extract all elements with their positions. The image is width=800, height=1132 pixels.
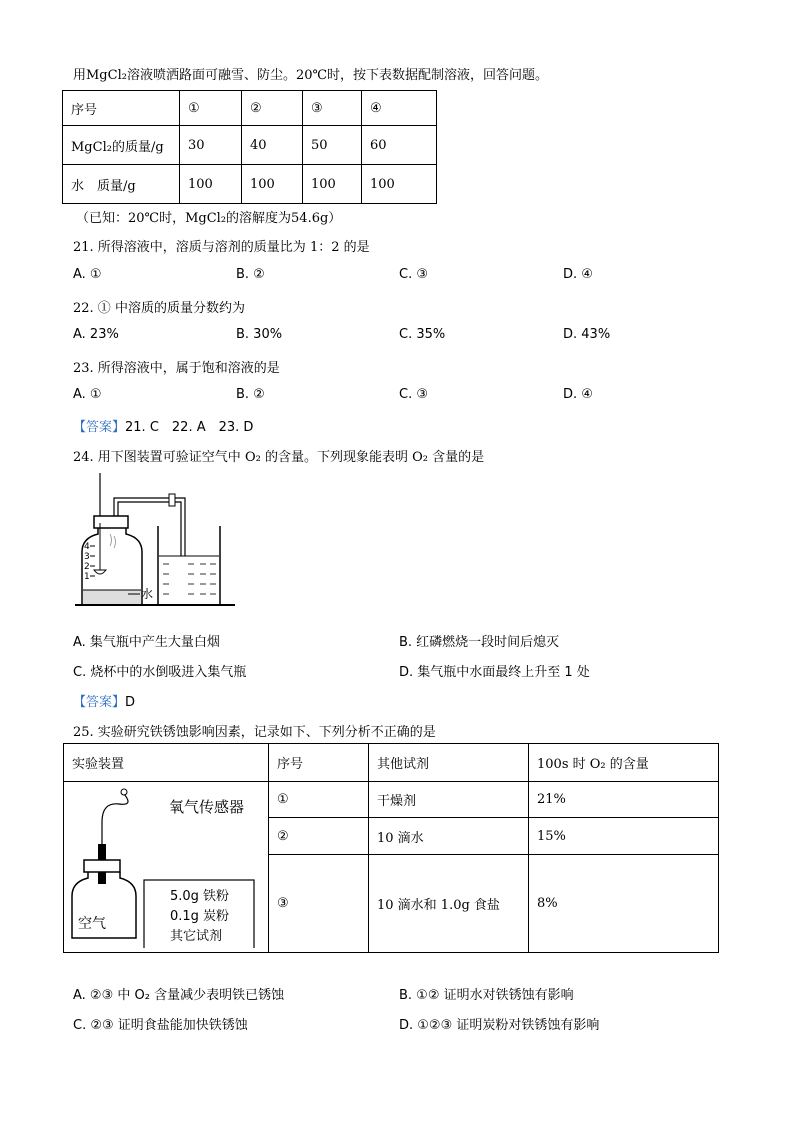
mgcl2-data-table [62, 90, 437, 204]
table-cell: MgCl₂的质量/g [63, 126, 180, 165]
sensor-label: 氧气传感器 [169, 798, 245, 816]
table-header: 实验装置 [64, 744, 269, 782]
q21-option-b[interactable]: B. ② [236, 267, 265, 282]
q21-option-d[interactable]: D. ④ [563, 267, 593, 282]
answer-tag: 【答案】 [73, 695, 126, 710]
q23-option-b[interactable]: B. ② [236, 387, 265, 402]
table-cell: 100 [362, 165, 437, 204]
table-cell: 40 [242, 126, 303, 165]
intro-text: 用MgCl₂溶液喷洒路面可融雪、防尘。20℃时，按下表数据配制溶液，回答问题。 [73, 68, 549, 83]
table-cell: 100 [180, 165, 242, 204]
table-cell: ④ [362, 91, 437, 126]
q25-option-b[interactable]: B. ①② 证明水对铁锈蚀有影响 [399, 988, 574, 1003]
answer-text: 21. C 22. A 23. D [125, 420, 254, 435]
q22-option-c[interactable]: C. 35% [399, 327, 446, 342]
q22-option-a[interactable]: A. 23% [73, 327, 119, 342]
mark-label: 4 [84, 542, 90, 552]
table-cell: ① [269, 782, 369, 818]
known-note: （已知：20℃时，MgCl₂的溶解度为54.6g） [76, 211, 342, 226]
answer-tag: 【答案】 [73, 420, 126, 435]
oxygen-content-apparatus-figure [70, 468, 240, 610]
answer-block-2 [73, 691, 135, 710]
question-22-stem: 22. ① 中溶质的质量分数约为 [73, 301, 245, 316]
table-cell: 水 质量/g [63, 165, 180, 204]
mark-label: 1 [84, 572, 90, 582]
air-label: 空气 [78, 916, 106, 932]
table-cell: 15% [529, 818, 719, 855]
question-24-stem: 24. 用下图装置可验证空气中 O₂ 的含量。下列现象能表明 O₂ 含量的是 [73, 450, 485, 465]
q23-option-d[interactable]: D. ④ [563, 387, 593, 402]
oxygen-sensor-apparatus-figure [64, 782, 267, 948]
q23-option-c[interactable]: C. ③ [399, 387, 428, 402]
q25-option-d[interactable]: D. ①②③ 证明炭粉对铁锈蚀有影响 [399, 1018, 600, 1033]
table-cell: 30 [180, 126, 242, 165]
table-header: 序号 [269, 744, 369, 782]
q22-option-d[interactable]: D. 43% [563, 327, 611, 342]
q24-option-a[interactable]: A. 集气瓶中产生大量白烟 [73, 635, 220, 650]
q23-option-a[interactable]: A. ① [73, 387, 102, 402]
q24-option-c[interactable]: C. 烧杯中的水倒吸进入集气瓶 [73, 665, 247, 680]
q24-option-b[interactable]: B. 红磷燃烧一段时间后熄灭 [399, 635, 560, 650]
table-cell: 10 滴水 [369, 818, 529, 855]
reagent-label: 0.1g 炭粉 [170, 909, 230, 924]
table-cell: 8% [529, 855, 719, 953]
q21-option-a[interactable]: A. ① [73, 267, 102, 282]
table-cell: 干燥剂 [369, 782, 529, 818]
table-cell: ③ [303, 91, 362, 126]
q25-option-a[interactable]: A. ②③ 中 O₂ 含量减少表明铁已锈蚀 [73, 988, 285, 1003]
table-header: 其他试剂 [369, 744, 529, 782]
answer-block-1 [73, 416, 253, 435]
table-cell: 21% [529, 782, 719, 818]
reagent-label: 其它试剂 [170, 929, 223, 944]
mark-label: 3 [84, 552, 90, 562]
mark-label: 2 [84, 562, 90, 572]
q22-option-b[interactable]: B. 30% [236, 327, 283, 342]
q24-option-d[interactable]: D. 集气瓶中水面最终上升至 1 处 [399, 665, 590, 680]
table-cell: ② [269, 818, 369, 855]
table-cell: 50 [303, 126, 362, 165]
question-25-stem: 25. 实验研究铁锈蚀影响因素，记录如下、下列分析不正确的是 [73, 725, 436, 740]
table-header: 100s 时 O₂ 的含量 [529, 744, 719, 782]
table-cell: 10 滴水和 1.0g 食盐 [369, 855, 529, 953]
rusting-experiment-table [63, 743, 719, 953]
reagent-label: 5.0g 铁粉 [170, 889, 230, 904]
table-cell: 60 [362, 126, 437, 165]
question-23-stem: 23. 所得溶液中，属于饱和溶液的是 [73, 361, 280, 376]
water-label: 水 [141, 587, 154, 601]
table-cell: ① [180, 91, 242, 126]
table-cell: ② [242, 91, 303, 126]
q21-option-c[interactable]: C. ③ [399, 267, 428, 282]
table-cell: 100 [303, 165, 362, 204]
apparatus-cell [64, 782, 269, 953]
table-cell: ③ [269, 855, 369, 953]
table-cell: 100 [242, 165, 303, 204]
table-cell: 序号 [63, 91, 180, 126]
answer-text: D [125, 695, 136, 710]
q25-option-c[interactable]: C. ②③ 证明食盐能加快铁锈蚀 [73, 1018, 248, 1033]
question-21-stem: 21. 所得溶液中，溶质与溶剂的质量比为 1：2 的是 [73, 240, 370, 255]
